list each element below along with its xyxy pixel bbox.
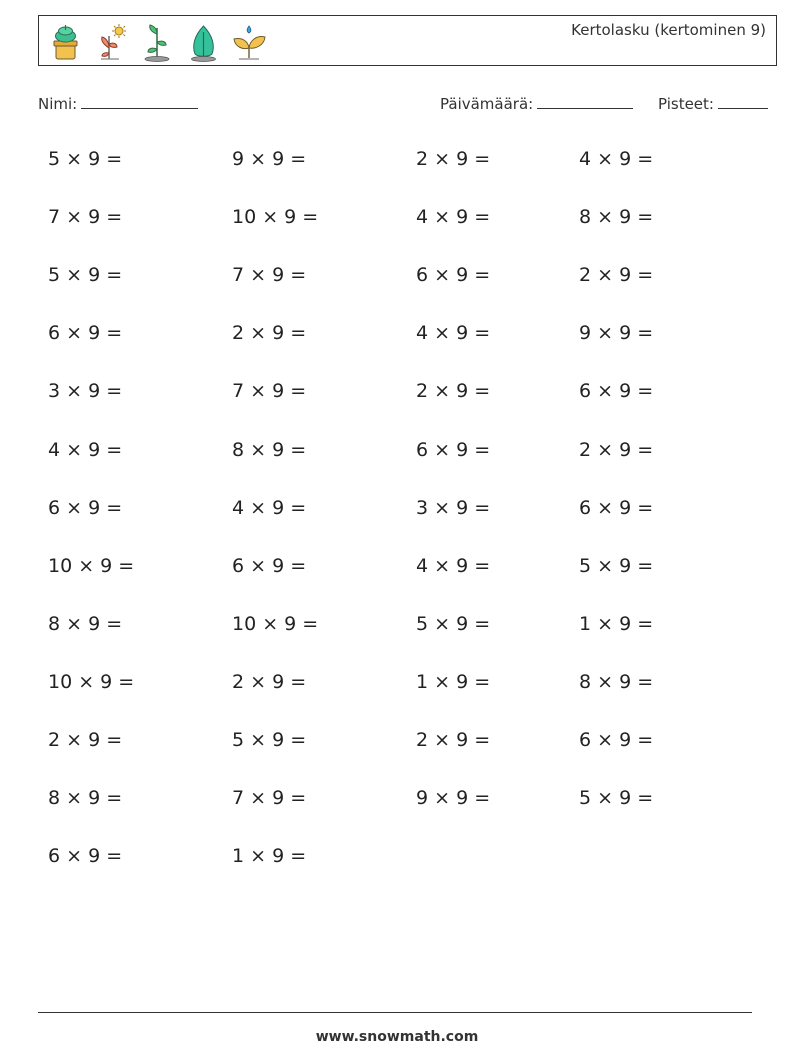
score-blank[interactable] [718, 94, 768, 109]
problem-item: 4 × 9 = [416, 322, 491, 345]
watered-sprout-icon [231, 22, 268, 62]
problem-item: 2 × 9 = [232, 670, 307, 693]
sprout-sun-icon [93, 22, 130, 62]
problem-item: 10 × 9 = [232, 612, 319, 635]
sapling-icon [139, 22, 176, 62]
problem-item: 6 × 9 = [579, 496, 654, 519]
problem-item: 1 × 9 = [416, 670, 491, 693]
problem-item: 6 × 9 = [579, 380, 654, 403]
problem-item: 1 × 9 = [579, 612, 654, 635]
problem-item: 9 × 9 = [416, 787, 491, 810]
problem-item: 7 × 9 = [232, 380, 307, 403]
problem-item: 2 × 9 = [232, 322, 307, 345]
name-blank[interactable] [81, 94, 198, 109]
name-label: Nimi: [38, 95, 78, 113]
problem-item: 10 × 9 = [232, 206, 319, 229]
problem-item: 4 × 9 = [48, 438, 123, 461]
problem-item: 2 × 9 = [416, 729, 491, 751]
problem-item: 3 × 9 = [48, 380, 123, 403]
problem-item: 6 × 9 = [48, 845, 123, 868]
problem-item: 5 × 9 = [48, 264, 123, 287]
problem-item: 2 × 9 = [579, 264, 654, 287]
problem-item: 6 × 9 = [232, 554, 307, 577]
problem-item: 2 × 9 = [48, 729, 123, 751]
problem-item: 1 × 9 = [232, 845, 307, 868]
leaf-tree-icon [185, 22, 222, 62]
problem-item: 8 × 9 = [232, 438, 307, 461]
problem-item: 7 × 9 = [48, 206, 123, 229]
problem-item: 5 × 9 = [232, 729, 307, 751]
problem-item: 10 × 9 = [48, 670, 135, 693]
icon-strip [47, 22, 268, 62]
problem-item: 5 × 9 = [579, 787, 654, 810]
problem-item: 5 × 9 = [579, 554, 654, 577]
problem-item: 8 × 9 = [48, 612, 123, 635]
date-label: Päivämäärä: [440, 95, 534, 113]
name-field[interactable] [38, 94, 198, 113]
problem-item: 4 × 9 = [416, 554, 491, 577]
problem-item: 4 × 9 = [232, 496, 307, 519]
problem-item: 4 × 9 = [416, 206, 491, 229]
problem-item: 2 × 9 = [416, 148, 491, 170]
footer-url: www.snowmath.com [315, 1029, 479, 1045]
problem-item: 9 × 9 = [579, 322, 654, 345]
problem-item: 2 × 9 = [579, 438, 654, 461]
problem-item: 3 × 9 = [416, 496, 491, 519]
problem-item: 5 × 9 = [48, 148, 123, 170]
problem-item: 7 × 9 = [232, 264, 307, 287]
worksheet-title: Kertolasku (kertominen 9) [571, 21, 766, 39]
problem-item: 5 × 9 = [416, 612, 491, 635]
score-label: Pisteet: [658, 95, 714, 113]
potted-plant-icon [47, 22, 84, 62]
header-box [38, 15, 777, 66]
problem-item: 4 × 9 = [579, 148, 654, 170]
problem-item: 8 × 9 = [579, 670, 654, 693]
date-blank[interactable] [537, 94, 633, 109]
problem-item: 6 × 9 = [416, 438, 491, 461]
problem-item: 6 × 9 = [579, 729, 654, 751]
problem-item: 9 × 9 = [232, 148, 307, 170]
problem-item: 7 × 9 = [232, 787, 307, 810]
problem-item: 2 × 9 = [416, 380, 491, 403]
footer-divider [38, 1012, 752, 1013]
problem-item: 10 × 9 = [48, 554, 135, 577]
date-field[interactable] [440, 94, 633, 113]
problem-item: 6 × 9 = [48, 496, 123, 519]
score-field[interactable] [658, 94, 768, 113]
problem-item: 6 × 9 = [48, 322, 123, 345]
problem-item: 6 × 9 = [416, 264, 491, 287]
problem-item: 8 × 9 = [579, 206, 654, 229]
problem-item: 8 × 9 = [48, 787, 123, 810]
